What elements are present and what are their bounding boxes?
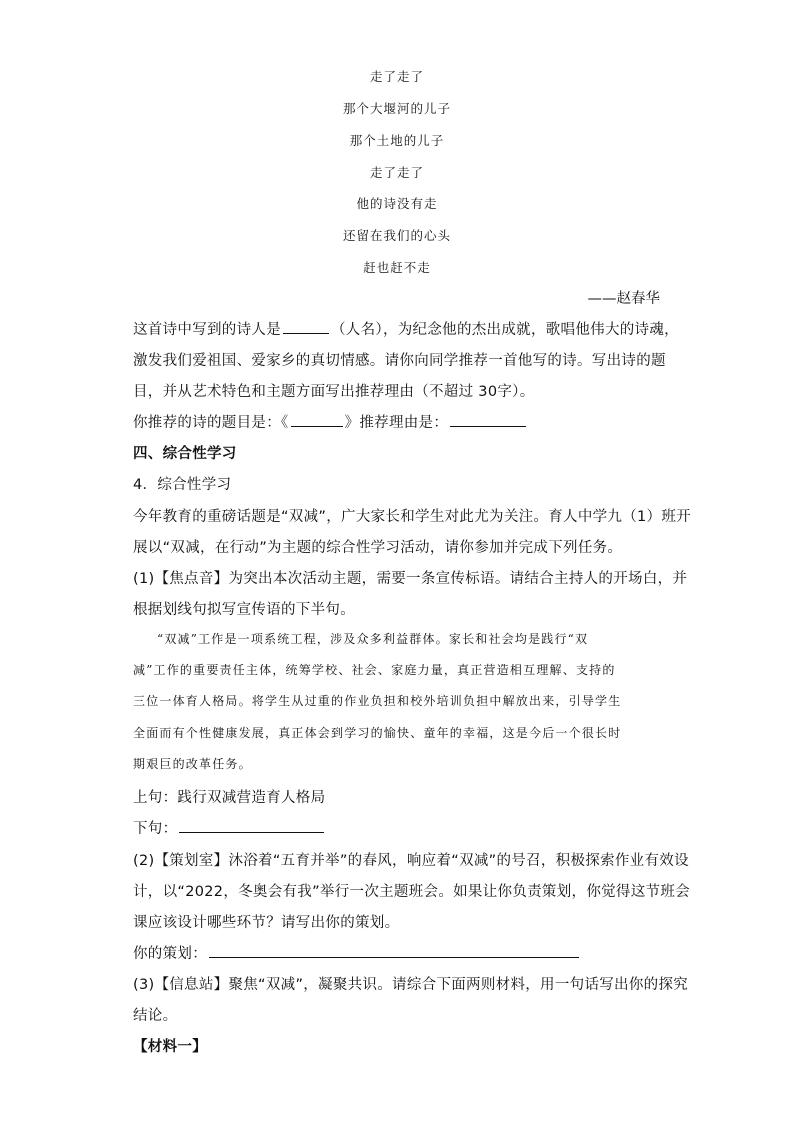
material-heading: 【材料一】 <box>133 1039 207 1055</box>
task-text: 计，以“2022，冬奥会有我”举行一次主题班会。如果让你负责策划，你觉得这节班会 <box>133 884 690 900</box>
task-text: 课应该设计哪些环节？请写出你的策划。 <box>133 915 400 931</box>
answer-blank-poet[interactable] <box>283 320 329 334</box>
poem-line: 那个土地的儿子 <box>349 133 445 148</box>
answer-blank-title[interactable] <box>291 413 343 427</box>
answer-blank-reason[interactable] <box>450 413 526 427</box>
plan-line <box>133 942 581 963</box>
poem-line: 走了走了 <box>369 165 424 180</box>
poem-line: 还留在我们的心头 <box>342 228 451 243</box>
task-text: (1)【焦点音】为突出本次活动主题，需要一条宣传标语。请结合主持人的开场白，并 <box>133 571 688 587</box>
host-speech-line: 减”工作的重要责任主体，统筹学校、社会、家庭力量，真正营造相互理解、支持的 <box>133 663 616 677</box>
question-text-part: 你推荐的诗的题目是：《 <box>133 415 289 431</box>
poem-author: ——赵春华 <box>587 291 660 307</box>
host-speech-line: 全面而有个性健康发展，真正体会到学习的愉快、童年的幸福，这是今后一个很长时 <box>133 726 622 740</box>
section-heading: 四、综合性学习 <box>133 446 237 462</box>
upper-line: 上句：践行双减营造育人格局 <box>133 790 326 806</box>
poem-line: 赶也赶不走 <box>363 260 431 275</box>
intro-text: 今年教育的重磅话题是“双减”，广大家长和学生对此尤为关注。育人中学九（1）班开 <box>133 509 691 525</box>
question-text: 激发我们爱祖国、爱家乡的真切情感。请你向同学推荐一首他写的诗。写出诗的题 <box>133 353 666 369</box>
lower-label: 下句： <box>133 821 178 837</box>
question-text: 目，并从艺术特色和主题方面写出推荐理由（不超过 30字）。 <box>133 384 535 400</box>
host-speech-line: 三位一体育人格局。将学生从过重的作业负担和校外培训负担中解放出来，引导学生 <box>133 694 622 708</box>
host-speech-line: “双减”工作是一项系统工程，涉及众多利益群体。家长和社会均是践行“双 <box>157 632 589 646</box>
plan-label: 你的策划： <box>133 946 207 962</box>
question-text <box>133 411 528 432</box>
task-text: (2)【策划室】沐浴着“五育并举”的春风，响应着“双减”的号召，积极探索作业有效设 <box>133 853 689 869</box>
question-number: 4．综合性学习 <box>133 477 232 493</box>
host-speech-line: 期艰巨的改革任务。 <box>133 757 252 771</box>
answer-blank-plan[interactable] <box>209 944 579 958</box>
task-text: 结论。 <box>133 1008 178 1024</box>
question-text-part: 这首诗中写到的诗人是 <box>133 322 281 338</box>
lower-line <box>133 817 326 838</box>
question-text-part: 》推荐理由是： <box>344 415 449 431</box>
task-text: 根据划线句拟写宣传语的下半句。 <box>133 602 355 618</box>
question-text-part: （人名），为纪念他的杰出成就，歌唱他伟大的诗魂， <box>331 322 679 338</box>
poem-line: 走了走了 <box>369 69 424 84</box>
poem-line: 那个大堰河的儿子 <box>342 101 451 116</box>
intro-text: 展以“双减，在行动”为主题的综合性学习活动，请你参加并完成下列任务。 <box>133 540 623 556</box>
poem-line: 他的诗没有走 <box>356 196 438 211</box>
answer-blank-lower[interactable] <box>179 819 324 833</box>
task-text: (3)【信息站】聚焦“双减”，凝聚共识。请综合下面两则材料，用一句话写出你的探究 <box>133 977 689 993</box>
question-text <box>133 318 679 339</box>
